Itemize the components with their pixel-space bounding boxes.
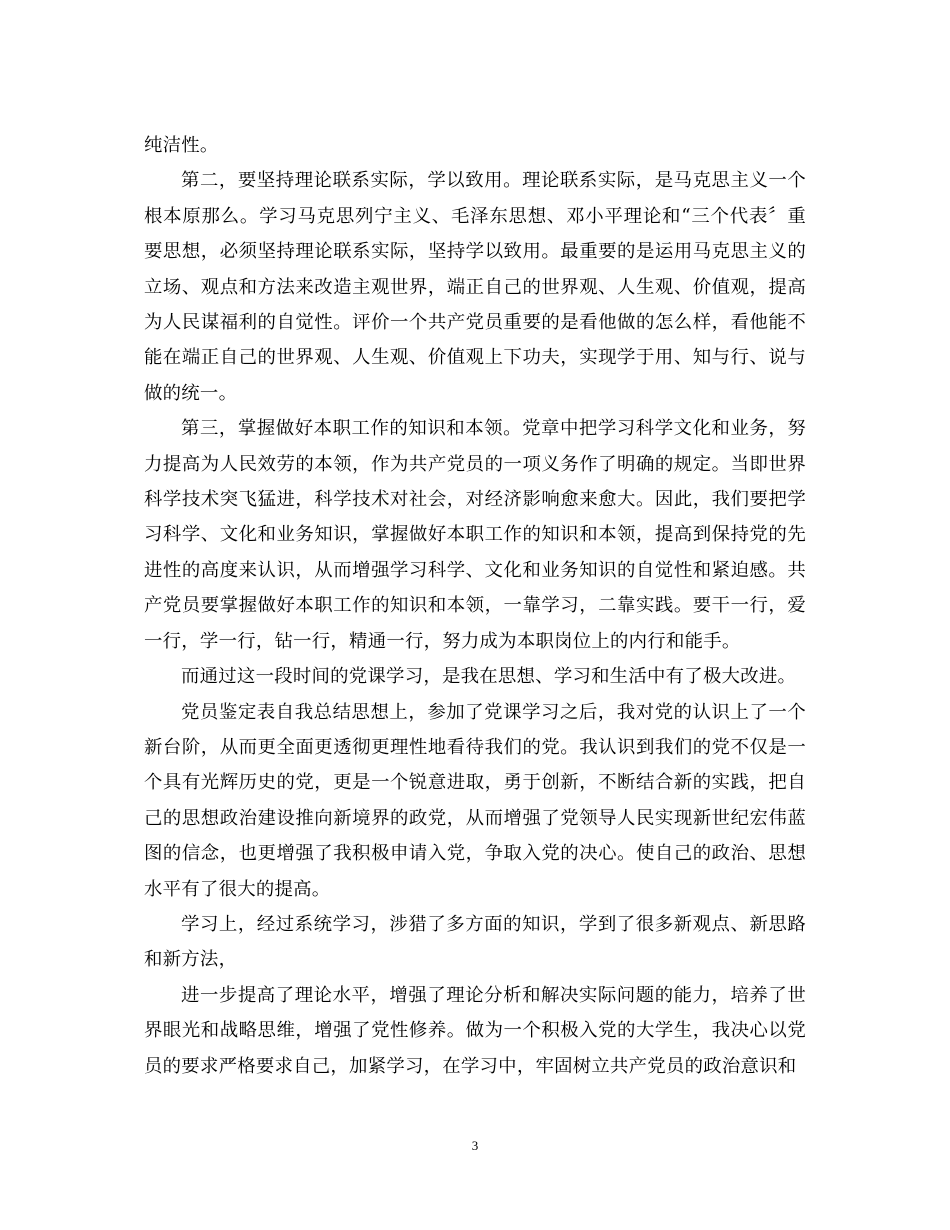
paragraph-4: 而通过这一段时间的党课学习，是我在思想、学习和生活中有了极大改进。 (181, 666, 797, 688)
paragraph-6: 学习上，经过系统学习，涉猎了多方面的知识，学到了很多新观点、新思路和新方法， (144, 913, 806, 971)
paragraph-2: 第二，要坚持理论联系实际，学以致用。理论联系实际，是马克思主义一个根本原那么。学习马克思列宁主义、毛泽东思想、邓小平理论和“三个代表〞重要思想，必须坚持理论联系实际，坚持学以致用。最重要的是运用马克思主义的立场、观点和方法来改造主观世界，端正自己的世界观、人生观、价值观，提高为人民谋福利的自觉性。评价一个共产党员重要的是看他做的怎么样，看他能不能在端正自己的世界观、人生观、价值观上下功夫，实现学于用、知与行、说与做的统一。 (144, 170, 806, 404)
paragraph-3: 第三，掌握做好本职工作的知识和本领。党章中把学习科学文化和业务，努力提高为人民效劳的本领，作为共产党员的一项义务作了明确的规定。当即世界科学技术突飞猛进，科学技术对社会，对经济影响愈来愈大。因此，我们要把学习科学、文化和业务知识，掌握做好本职工作的知识和本领，提高到保持党的先进性的高度来认识，从而增强学习科学、文化和业务知识的自觉性和紧迫感。共产党员要掌握做好本职工作的知识和本领，一靠学习，二靠实践。要干一行，爱一行，学一行，钻一行，精通一行，努力成为本职岗位上的内行和能手。 (144, 418, 806, 652)
page-number: 3 (471, 1138, 479, 1153)
paragraph-7: 进一步提高了理论水平，增强了理论分析和解决实际问题的能力，培养了世界眼光和战略思维，增强了党性修养。做为一个积极入党的大学生，我决心以党员的要求严格要求自己，加紧学习，在学习中，牢固树立共产党员的政治意识和 (144, 984, 806, 1077)
document-body (144, 128, 806, 1084)
paragraph-5: 党员鉴定表自我总结思想上，参加了党课学习之后，我对党的认识上了一个新台阶，从而更全面更透彻更理性地看待我们的党。我认识到我们的党不仅是一个具有光辉历史的党，更是一个锐意进取，勇于创新，不断结合新的实践，把自己的思想政治建设推向新境界的政党，从而增强了党领导人民实现新世纪宏伟蓝图的信念，也更增强了我积极申请入党，争取入党的决心。使自己的政治、思想水平有了很大的提高。 (144, 701, 806, 900)
paragraph-1: 纯洁性。 (144, 135, 219, 156)
